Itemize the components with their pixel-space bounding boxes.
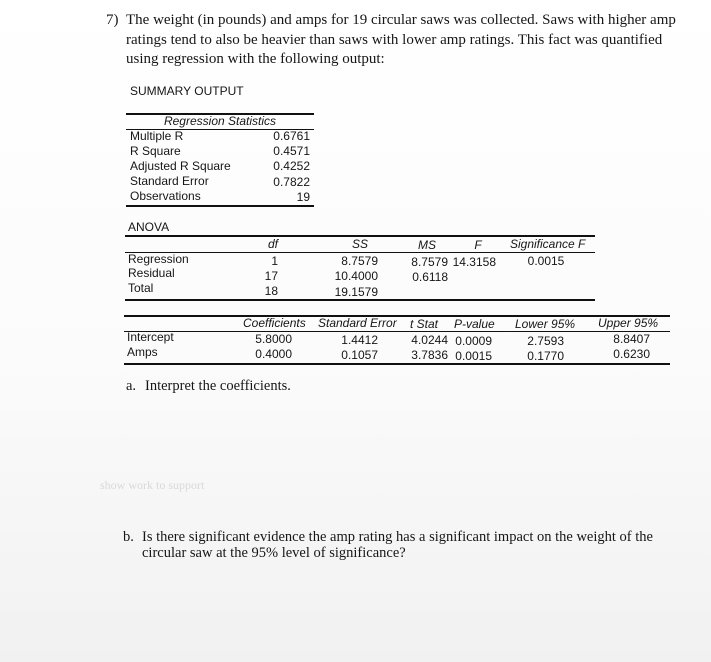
coef-cell-lower-95: 2.7593 [527,334,564,348]
regstats-value-r-square: 0.4571 [273,144,310,158]
regstats-value-multiple-r: 0.6761 [273,129,310,143]
regstats-value-adj-r-square: 0.4252 [273,159,310,173]
coef-cell-standard-error: 0.1057 [341,348,378,362]
coef-cell-coefficient: 0.4000 [255,347,292,361]
regstats-bottom-rule [126,205,314,207]
summary-output-title: SUMMARY OUTPUT [130,84,244,98]
coef-cell-lower-95: 0.1770 [527,349,564,363]
anova-bottom-rule [125,299,595,301]
part-b-text-line-2: circular saw at the 95% level of significance? [142,545,406,561]
coef-cell-t-stat: 3.7836 [411,348,448,362]
anova-row-label: Total [128,281,154,295]
anova-title: ANOVA [128,220,170,234]
coef-header-t-stat: t Stat [410,317,439,331]
coef-header-coefficients: Coefficients [243,316,306,330]
coef-header-rule [124,331,670,332]
coef-row-label: Intercept [127,330,174,344]
anova-header-significance-f: Significance F [510,237,586,251]
part-b-text-line-1: Is there significant evidence the amp rating has a significant impact on the weight of the [142,529,653,545]
anova-cell-ss: 19.1579 [334,285,378,299]
part-b-label: b. [123,529,134,545]
question-number: 7) [106,12,119,28]
coef-row-label: Amps [127,345,158,359]
anova-header-f: F [474,238,482,252]
coef-cell-upper-95: 8.8407 [613,332,650,346]
question-text-line-2: ratings tend to also be heavier than saws with lower amp ratings. This fact was quantified [126,32,663,48]
anova-cell-ss: 10.4000 [334,269,378,283]
anova-header-ms: MS [418,238,436,252]
anova-cell-ms: 0.6118 [412,270,448,284]
coef-bottom-rule [124,363,670,365]
regstats-label-adj-r-square: Adjusted R Square [130,159,231,173]
anova-row-label: Regression [128,252,189,266]
coef-cell-p-value: 0.0009 [455,334,492,348]
anova-cell-df: 18 [264,284,278,298]
regstats-label-r-square: R Square [130,144,181,158]
coef-top-rule [124,315,670,317]
part-a-label: a. [126,378,137,394]
coef-header-p-value: P-value [454,317,495,331]
anova-cell-df: 1 [271,254,278,268]
coef-cell-coefficient: 5.8000 [255,332,292,346]
regstats-label-standard-error: Standard Error [130,174,209,188]
coef-header-lower-95: Lower 95% [515,317,576,331]
coef-cell-standard-error: 1.4412 [341,333,378,347]
anova-header-ss: SS [351,237,368,251]
regstats-value-standard-error: 0.7822 [273,175,310,189]
question-text-line-1: The weight (in pounds) and amps for 19 circular saws was collected. Saws with higher amp [126,12,676,28]
bleed-through-text: show work to support [100,478,205,492]
anova-cell-ss: 8.7579 [341,254,378,268]
coef-header-upper-95: Upper 95% [598,316,659,330]
regstats-value-observations: 19 [296,190,310,204]
anova-header-rule [125,252,595,253]
anova-cell-sig: 0.0015 [527,254,565,268]
regstats-label-multiple-r: Multiple R [130,129,184,143]
regstats-header: Regression Statistics [163,114,277,128]
anova-header-df: df [267,237,278,251]
coef-cell-t-stat: 4.0244 [411,333,448,347]
coef-cell-upper-95: 0.6230 [613,347,650,361]
coef-cell-p-value: 0.0015 [455,349,492,363]
anova-cell-f: 14.3158 [452,255,496,269]
part-a-text: Interpret the coefficients. [145,378,291,394]
question-text-line-3: using regression with the following output: [126,51,385,67]
coef-header-standard-error: Standard Error [318,316,397,330]
regstats-label-observations: Observations [130,189,201,203]
anova-row-label: Residual [128,266,175,280]
anova-cell-ms: 8.7579 [411,255,448,269]
anova-cell-df: 17 [264,269,278,283]
